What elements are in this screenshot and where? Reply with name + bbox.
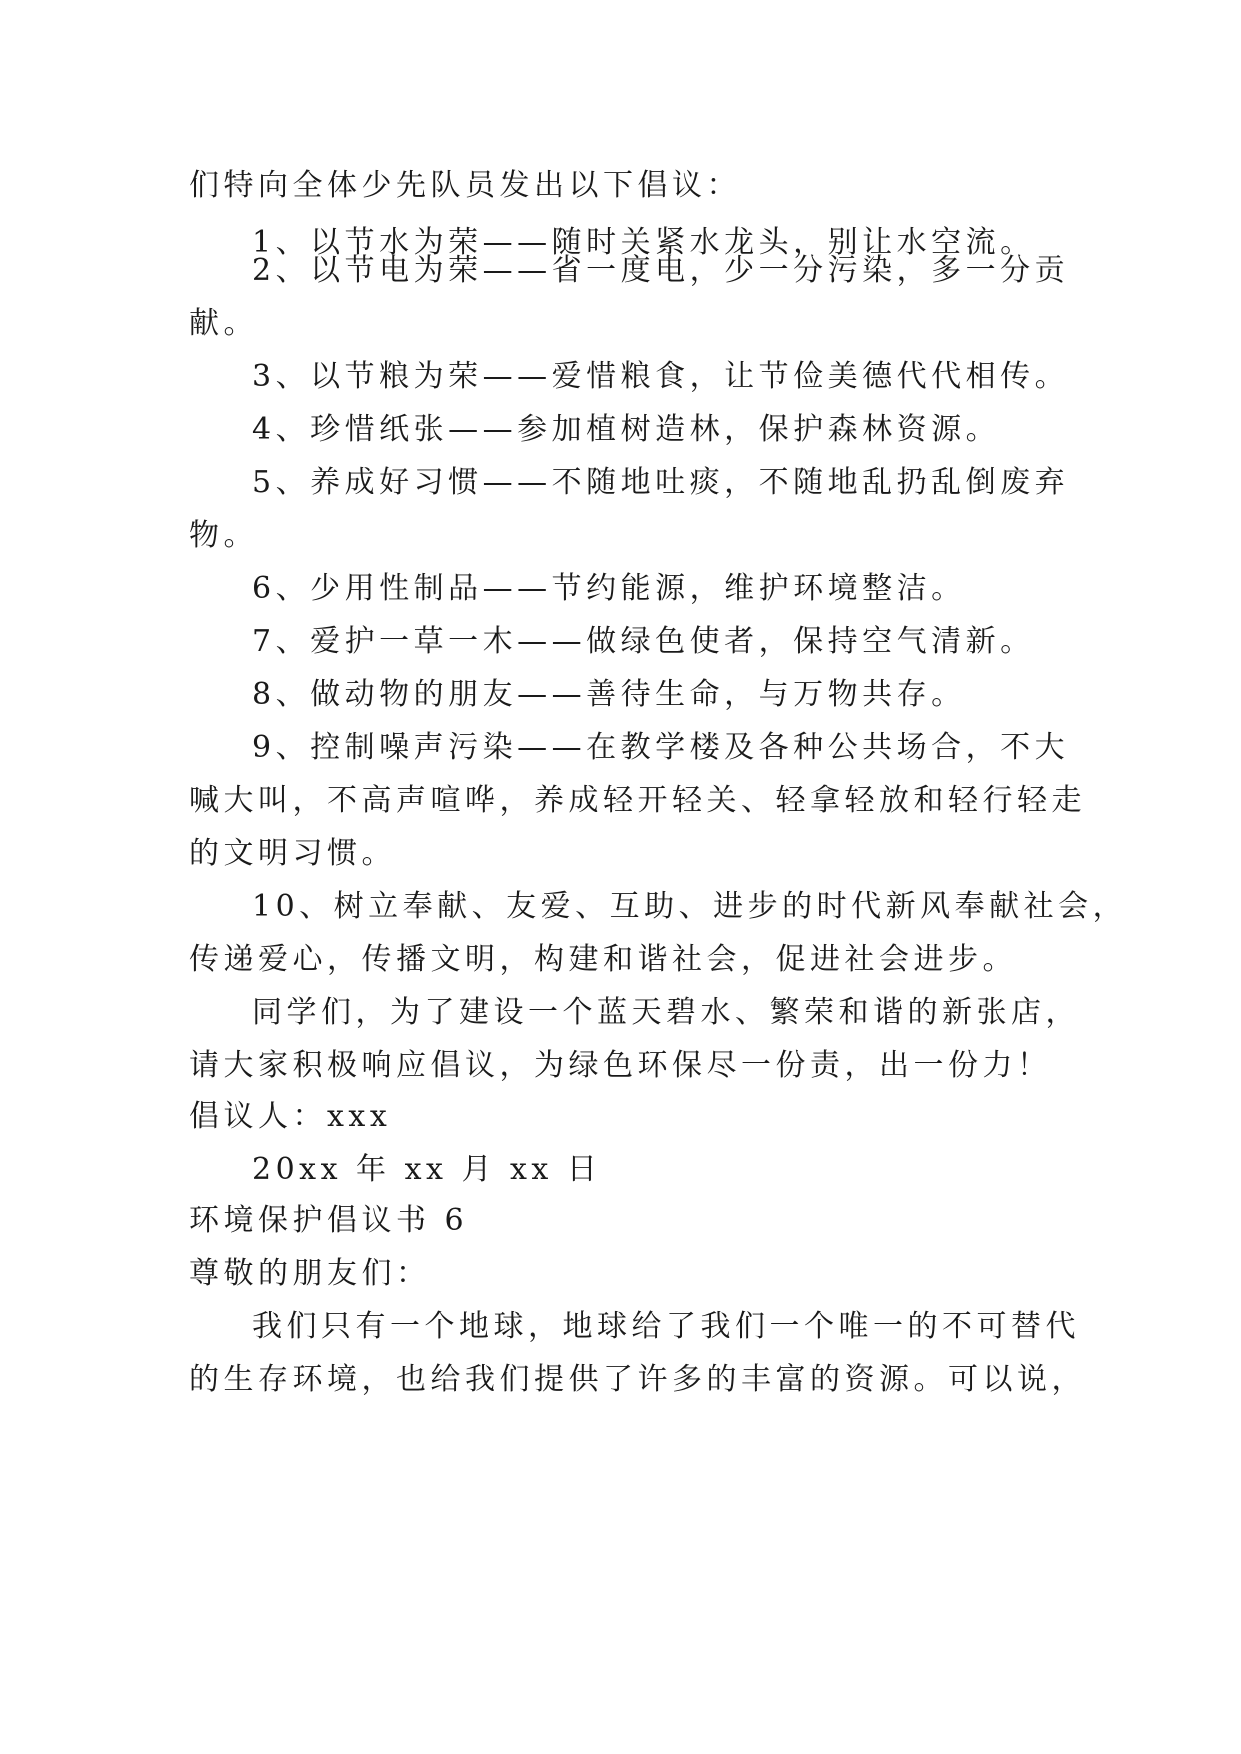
text-line: 的文明习惯。 bbox=[189, 836, 396, 871]
proposal-item-9: 9、控制噪声污染——在教学楼及各种公共场合，不大 bbox=[252, 730, 1070, 765]
text-line: 献。 bbox=[189, 306, 258, 341]
text-line: 喊大叫，不高声喧哗，养成轻开轻关、轻拿轻放和轻行轻走 bbox=[189, 783, 1086, 818]
date-line: 20xx 年 xx 月 xx 日 bbox=[252, 1152, 602, 1187]
proposal-item-5: 5、养成好习惯——不随地吐痰，不随地乱扔乱倒废弃 bbox=[252, 465, 1070, 500]
text-line: 物。 bbox=[189, 518, 258, 553]
signature-line: 倡议人：xxx bbox=[189, 1099, 392, 1134]
section-heading: 环境保护倡议书 6 bbox=[189, 1203, 469, 1238]
closing-paragraph: 同学们，为了建设一个蓝天碧水、繁荣和谐的新张店， bbox=[252, 995, 1080, 1030]
proposal-item-6: 6、少用性制品——节约能源，维护环境整洁。 bbox=[252, 571, 966, 606]
salutation: 尊敬的朋友们： bbox=[189, 1256, 431, 1291]
text-line: 请大家积极响应倡议，为绿色环保尽一份责，出一份力！ bbox=[189, 1048, 1052, 1083]
proposal-item-7: 7、爱护一草一木——做绿色使者，保持空气清新。 bbox=[252, 624, 1035, 659]
proposal-item-10: 10、树立奉献、友爱、互助、进步的时代新风奉献社会， bbox=[252, 889, 1128, 924]
proposal-item-8: 8、做动物的朋友——善待生命，与万物共存。 bbox=[252, 677, 966, 712]
body-paragraph: 我们只有一个地球，地球给了我们一个唯一的不可替代 bbox=[252, 1309, 1080, 1344]
proposal-item-4: 4、珍惜纸张——参加植树造林，保护森林资源。 bbox=[252, 412, 1001, 447]
proposal-item-3: 3、以节粮为荣——爱惜粮食，让节俭美德代代相传。 bbox=[252, 359, 1070, 394]
proposal-item-1: 1、以节水为荣——随时关紧水龙头，别让水空流。 bbox=[252, 225, 1035, 260]
text-line: 的生存环境，也给我们提供了许多的丰富的资源。可以说， bbox=[189, 1362, 1086, 1397]
proposal-item-2: 2、以节电为荣——省一度电，少一分污染，多一分贡 bbox=[252, 253, 1070, 288]
text-line: 传递爱心，传播文明，构建和谐社会，促进社会进步。 bbox=[189, 942, 1017, 977]
text-line: 们特向全体少先队员发出以下倡议： bbox=[189, 168, 741, 203]
